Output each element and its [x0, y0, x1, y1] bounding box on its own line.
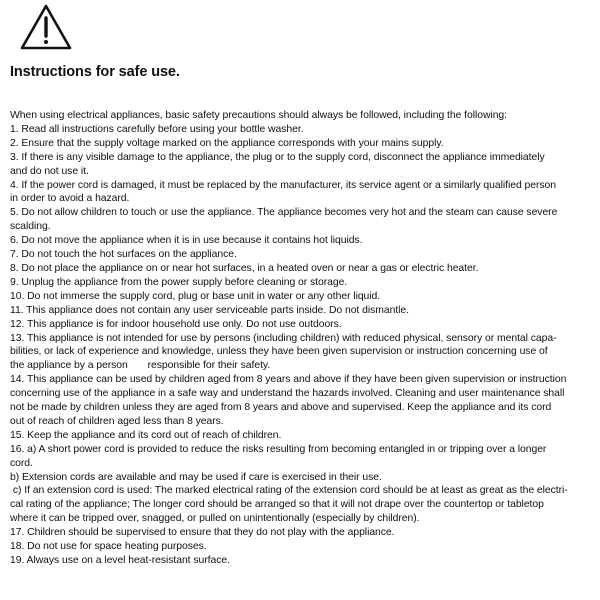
instruction-line: 12. This appliance is for indoor household use only. Do not use outdoors. [10, 318, 342, 330]
instruction-line: 19. Always use on a level heat-resistant surface. [10, 555, 230, 566]
page-title: Instructions for safe use. [10, 64, 180, 80]
instruction-line: 9. Unplug the appliance from the power supply before cleaning or storage. [10, 276, 348, 288]
instruction-line: not be made by children unless they are aged from 8 years and above and supervised. Keep the appliance and its cord [10, 402, 552, 414]
instruction-line: 1. Read all instructions carefully before using your bottle washer. [10, 123, 304, 135]
instruction-line: 11. This appliance does not contain any user serviceable parts inside. Do not dismantle. [10, 304, 409, 316]
instruction-line: 17. Children should be supervised to ensure that they do not play with the appliance. [10, 527, 395, 539]
instruction-line: 8. Do not place the appliance on or near hot surfaces, in a heated oven or near a gas or electric heater. [10, 262, 479, 274]
intro-line: When using electrical appliances, basic safety precautions should always be followed, including the following: [10, 110, 508, 121]
instruction-line: 15. Keep the appliance and its cord out of reach of children. [10, 429, 282, 441]
instruction-line: 18. Do not use for space heating purposes. [10, 541, 207, 553]
instruction-line: where it can be tripped over, snagged, or pulled on unintentionally (especially by children). [10, 513, 420, 525]
instruction-line: cal rating of the appliance; The longer cord should be arranged so that it will not drape over the countertop or tabletop [10, 499, 544, 511]
instruction-line: 6. Do not move the appliance when it is in use because it contains hot liquids. [10, 235, 363, 247]
instruction-line: c) If an extension cord is used: The marked electrical rating of the extension cord should be at least as great as the electri- [10, 485, 568, 497]
instruction-line: out of reach of children aged less than 8 years. [10, 415, 224, 427]
instruction-line: 3. If there is any visible damage to the appliance, the plug or to the supply cord, disconnect the appliance immediately [10, 151, 545, 163]
instruction-line: b) Extension cords are available and may be used if care is exercised in their use. [10, 471, 382, 483]
instructions-body [10, 109, 592, 568]
instruction-line: and do not use it. [10, 165, 89, 177]
instruction-line: 4. If the power cord is damaged, it must be replaced by the manufacturer, its service agent or a similarly qualified person [10, 179, 556, 191]
instruction-line: 10. Do not immerse the supply cord, plug or base unit in water or any other liquid. [10, 290, 381, 302]
instruction-line: 2. Ensure that the supply voltage marked on the appliance corresponds with your mains supply. [10, 137, 444, 149]
instruction-line: cord. [10, 457, 33, 469]
instruction-line: in order to avoid a hazard. [10, 193, 130, 205]
instruction-line: 7. Do not touch the hot surfaces on the appliance. [10, 249, 237, 261]
instruction-line: the appliance by a person responsible for their safety. [10, 360, 271, 372]
instruction-line: scalding. [10, 221, 51, 233]
instruction-line: 5. Do not allow children to touch or use the appliance. The appliance becomes very hot and the steam can cause severe [10, 207, 558, 219]
instruction-line: concerning use of the appliance in a safe way and understand the hazards involved. Cleaning and user maintenance shall [10, 388, 565, 400]
instruction-line: 13. This appliance is not intended for use by persons (including children) with reduced physical, sensory or mental capa- [10, 332, 557, 344]
instruction-line: bilities, or lack of experience and knowledge, unless they have been given supervision or instruction concerning use of [10, 346, 548, 358]
instruction-line: 14. This appliance can be used by children aged from 8 years and above if they have been given supervision or instruction [10, 374, 567, 386]
warning-triangle-icon [19, 3, 73, 51]
instruction-line: 16. a) A short power cord is provided to reduce the risks resulting from becoming entangled in or tripping over a longer [10, 443, 547, 455]
